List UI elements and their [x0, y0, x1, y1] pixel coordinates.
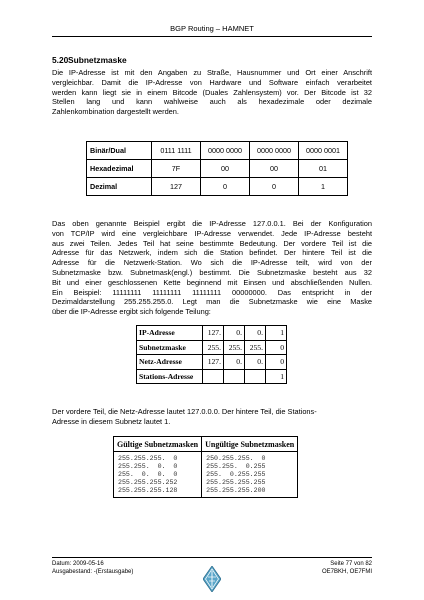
- row-label: Binär/Dual: [87, 142, 152, 160]
- table-cell: 255.: [203, 340, 224, 355]
- paragraph-line: Adresse in diesem Subnetz lautet 1.: [52, 416, 171, 426]
- header-rule: [52, 36, 372, 37]
- invalid-masks-cell: [202, 452, 298, 498]
- table-cell: 0.: [245, 326, 266, 341]
- table-cell: [224, 369, 245, 384]
- paragraph-line: Ein Beispiel: 11111111 11111111 11111111 00000000. Das entspricht in der: [52, 287, 372, 297]
- footer-rule: [52, 557, 372, 558]
- valid-masks-header: Gültige Subnetzmasken: [114, 437, 202, 452]
- table-cell: 0000 0000: [201, 142, 250, 160]
- invalid-mask: 255. 0.255.255: [206, 471, 266, 478]
- table-row: [114, 452, 298, 498]
- table-cell: 1: [266, 369, 287, 384]
- table-cell: 0: [201, 178, 250, 196]
- paragraph-line: Die IP-Adresse ist mit den Angaben zu Straße, Hausnummer und Ort einer Anschrift: [52, 68, 372, 77]
- row-label: IP-Adresse: [137, 326, 203, 341]
- paragraph-line: Stellen lang und kann wahlweise auch als hexadezimale oder dezimale: [52, 97, 372, 107]
- intro-paragraph: [52, 68, 372, 117]
- valid-mask: 255.255.255. 0: [118, 455, 178, 462]
- paragraph-line: von TCP/IP wird eine vergleichbare IP-Adresse verwendet. Jede IP-Adresse besteht: [52, 228, 372, 238]
- invalid-mask: 255.255.255.200: [206, 487, 266, 494]
- table-row: [87, 142, 348, 160]
- footer-page-number: Seite 77 von 82: [330, 561, 372, 567]
- table-cell: 127: [152, 178, 201, 196]
- table-cell: 00: [250, 160, 299, 178]
- paragraph-line: vergleichbar. Damit die IP-Adresse von Hardware und Software einfach verarbeitet: [52, 77, 372, 87]
- table-cell: 127.: [203, 355, 224, 370]
- paragraph-line: Zahlenkombination dargestellt werden.: [52, 107, 179, 117]
- table-cell: 0: [266, 340, 287, 355]
- table-row: [87, 160, 348, 178]
- footer-right: [272, 560, 372, 576]
- footer-date: Datum: 2009-05-16: [52, 561, 104, 567]
- paragraph-line: Das oben genannte Beispiel ergibt die IP-Adresse 127.0.0.1. Bei der Konfiguration: [52, 219, 372, 228]
- section-title: Subnetzmaske: [68, 55, 127, 65]
- table-header-row: [114, 437, 298, 452]
- paragraph-line: Adresse für die Netzwerk-Station. Wo sich die IP-Adresse teilt, wird von der: [52, 258, 372, 268]
- table-cell: 0: [250, 178, 299, 196]
- valid-masks-cell: [114, 452, 202, 498]
- table-cell: 0.: [224, 355, 245, 370]
- invalid-mask: 255.255. 0.255: [206, 463, 266, 470]
- paragraph-line: aus zwei Teilen. Jedes Teil hat seine bestimmte Bedeutung. Der vordere Teil ist die: [52, 238, 372, 248]
- table-cell: 1: [266, 326, 287, 341]
- paragraph-line: Dezimaldarstellung 255.255.255.0. Legt man die Subnetzmaske wie eine Maske: [52, 297, 372, 307]
- paragraph-line: Bit und einer geschlossenen Kette beginnend mit Einsen und abschließenden Nullen.: [52, 277, 372, 287]
- row-label: Subnetzmaske: [137, 340, 203, 355]
- table-cell: 0000 0000: [250, 142, 299, 160]
- table-row: [137, 369, 287, 384]
- table-cell: 0.: [224, 326, 245, 341]
- footer-authors: OE7BKH, OE7FMI: [321, 569, 372, 575]
- invalid-mask: 255.255.255.255: [206, 479, 266, 486]
- invalid-mask: 250.255.255. 0: [206, 455, 266, 462]
- table-cell: 1: [299, 178, 348, 196]
- table-row: [87, 178, 348, 196]
- footer-edition: Ausgabestand: -(Erstausgabe): [52, 569, 134, 575]
- valid-mask: 255. 0. 0. 0: [118, 471, 178, 478]
- paragraph-line: Subnetzmaske bzw. Subnetmask(engl.) bestimmt. Die Subnetzmaske besteht aus 32: [52, 267, 372, 277]
- valid-mask: 255.255.255.128: [118, 487, 178, 494]
- table-cell: 7F: [152, 160, 201, 178]
- table-cell: 127.: [203, 326, 224, 341]
- amateur-radio-diamond-icon: [203, 566, 221, 597]
- table-cell: 0.: [245, 355, 266, 370]
- section-number: 5.20: [52, 55, 69, 65]
- row-label: Hexadezimal: [87, 160, 152, 178]
- invalid-masks-header: Ungültige Subnetzmasken: [202, 437, 298, 452]
- table-cell: 00: [201, 160, 250, 178]
- subnet-mask-table: [113, 436, 298, 498]
- row-label: Stations-Adresse: [137, 369, 203, 384]
- table-row: [137, 355, 287, 370]
- table-row: [137, 340, 287, 355]
- row-label: Netz-Adresse: [137, 355, 203, 370]
- valid-mask: 255.255.255.252: [118, 479, 178, 486]
- table-cell: 0000 0001: [299, 142, 348, 160]
- valid-mask: 255.255. 0. 0: [118, 463, 178, 470]
- table-cell: 01: [299, 160, 348, 178]
- page-header-title: BGP Routing – HAMNET: [170, 24, 254, 33]
- table-cell: 255.: [245, 340, 266, 355]
- body-paragraph: [52, 219, 372, 317]
- section-heading: [52, 55, 127, 65]
- paragraph-line: werden kann liegt sie in einem Bitcode (Duales Zahlensystem) vor. Der Bitcode ist 32: [52, 87, 372, 97]
- paragraph-line: Adresse für das Netzwerk, indem sich die Station befindet. Der hintere Teil ist die: [52, 248, 372, 258]
- ip-split-table: [136, 325, 287, 384]
- table-row: [137, 326, 287, 341]
- ip-representation-table: [86, 141, 348, 196]
- row-label: Dezimal: [87, 178, 152, 196]
- paragraph-line: über die IP-Adresse ergibt sich folgende Teilung:: [52, 307, 211, 317]
- table-cell: [245, 369, 266, 384]
- table-cell: [203, 369, 224, 384]
- table-cell: 0: [266, 355, 287, 370]
- conclusion-paragraph: [52, 407, 372, 427]
- footer-left: [52, 560, 133, 576]
- table-cell: 0111 1111: [152, 142, 201, 160]
- table-cell: 255.: [224, 340, 245, 355]
- paragraph-line: Der vordere Teil, die Netz-Adresse lautet 127.0.0.0. Der hintere Teil, die Stations-: [52, 407, 317, 416]
